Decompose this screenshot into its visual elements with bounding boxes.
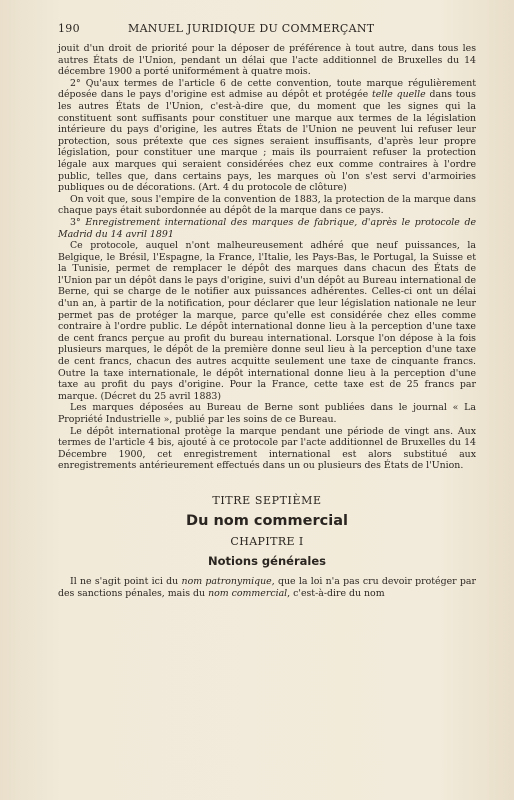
paragraph-2	[58, 78, 476, 194]
last-paragraph-part-c: , c'est-à-dire du nom	[287, 587, 385, 599]
paragraph-1: jouit d'un droit de priorité pour la déposer de préférence à tout autre, dans tous les autres États de l'Union, pendant un délai que l'acte additionnel de Bruxelles du 14 décembre 1900 a porté uniformément à quatre mois.	[58, 43, 476, 78]
paragraph-4: Ce protocole, auquel n'ont malheureusement adhéré que neuf puissances, la Belgique, le Brésil, l'Espagne, la France, l'Italie, les Pays-Bas, le Portugal, la Suisse et la Tunisie, permet de remplacer le dépôt des marques dans chacun des États de l'Union par un dépôt dans le pays d'origine, suivi d'un dépôt au Bureau international de Berne, qui se charge de le notifier aux puissances adhérentes. Celles-ci ont un délai d'un an, à partir de la notification, pour déclarer que leur législation nationale ne leur permet pas de protéger la marque, parce qu'elle est considérée chez elles comme contraire à l'ordre public. Le dépôt international donne lieu à la perception d'une taxe de cent francs perçue au profit du bureau international. Lorsque l'on dépose à la fois plusieurs marques, le dépôt de la première donne seul lieu à la perception d'une taxe de cent francs, chacun des autres acquitte seulement une taxe de cinquante francs. Outre la taxe internationale, le dépôt international donne lieu à la perception d'une taxe au profit du pays d'origine. Pour la France, cette taxe est de 25 francs par marque. (Décret du 25 avril 1883)	[58, 240, 476, 402]
last-paragraph-text	[58, 576, 476, 599]
last-paragraph-part-b: , que la loi n'a pas cru devoir protéger par des sanctions pénales, mais du	[58, 575, 476, 599]
paragraph-3: On voit que, sous l'empire de la convention de 1883, la protection de la marque dans chaque pays était subordonnée au dépôt de la marque dans ce pays.	[58, 193, 476, 217]
chapter-heading: CHAPITRE I	[230, 534, 304, 548]
chapter-subtitle: Notions générales	[208, 553, 326, 568]
running-head	[58, 22, 476, 35]
body-text	[58, 43, 476, 472]
section-3-heading	[58, 217, 476, 240]
part-headings	[58, 494, 476, 568]
section-3-title: Enregistrement international des marques de fabrique, d'après le protocole de Madrid du 14 avril 1891	[58, 216, 476, 240]
page-number: 190	[58, 22, 80, 35]
part-heading: TITRE SEPTIÈME	[212, 493, 322, 507]
paragraph-2-part-a: 2° Qu'aux termes de l'article 6 de cette convention, toute marque régulièrement déposée dans le pays d'origine est admise au dépôt et protégée	[58, 77, 476, 101]
paragraph-2-part-b: dans tous les autres États de l'Union, c'est-à-dire que, du moment que les signes qui la constituent sont suffisants pour constituer une marque aux termes de la législation intérieure du pays d'origine, les autres États de l'Union ne peuvent lui refuser leur protection, sous prétexte que ces signes seraient insuffisants, d'après leur propre législation, pour constituer une marque ; mais ils pourraient refuser la protection légale aux marques qui seraient considérées chez eux comme contraires à l'ordre public, telles que, dans certains pays, les marques où l'on s'est servi d'armoiries publiques ou de décorations. (Art. 4 du protocole de clôture)	[58, 89, 476, 194]
paragraph-6: Le dépôt international protège la marque pendant une période de vingt ans. Aux termes de l'article 4 bis, ajouté à ce protocole par l'acte additionnel de Bruxelles du 14 Décembre 1900, cet enregistrement international est alors substitué aux enregistrements antérieurement effectués dans un ou plusieurs des États de l'Union.	[58, 425, 476, 472]
last-paragraph-emphasis-2: nom commercial	[208, 587, 288, 599]
part-title: Du nom commercial	[186, 512, 348, 529]
paragraph-2-emphasis: telle quelle	[371, 89, 426, 101]
last-paragraph-emphasis-1: nom patronymique	[181, 575, 272, 587]
paragraph-5: Les marques déposées au Bureau de Berne sont publiées dans le journal « La Propriété Industrielle », publié par les soins de ce Bureau.	[58, 402, 476, 425]
running-title: MANUEL JURIDIQUE DU COMMERÇANT	[128, 22, 375, 35]
last-paragraph	[58, 576, 476, 599]
last-paragraph-part-a: Il ne s'agit point ici du	[70, 575, 179, 587]
section-3-number: 3°	[70, 216, 81, 228]
